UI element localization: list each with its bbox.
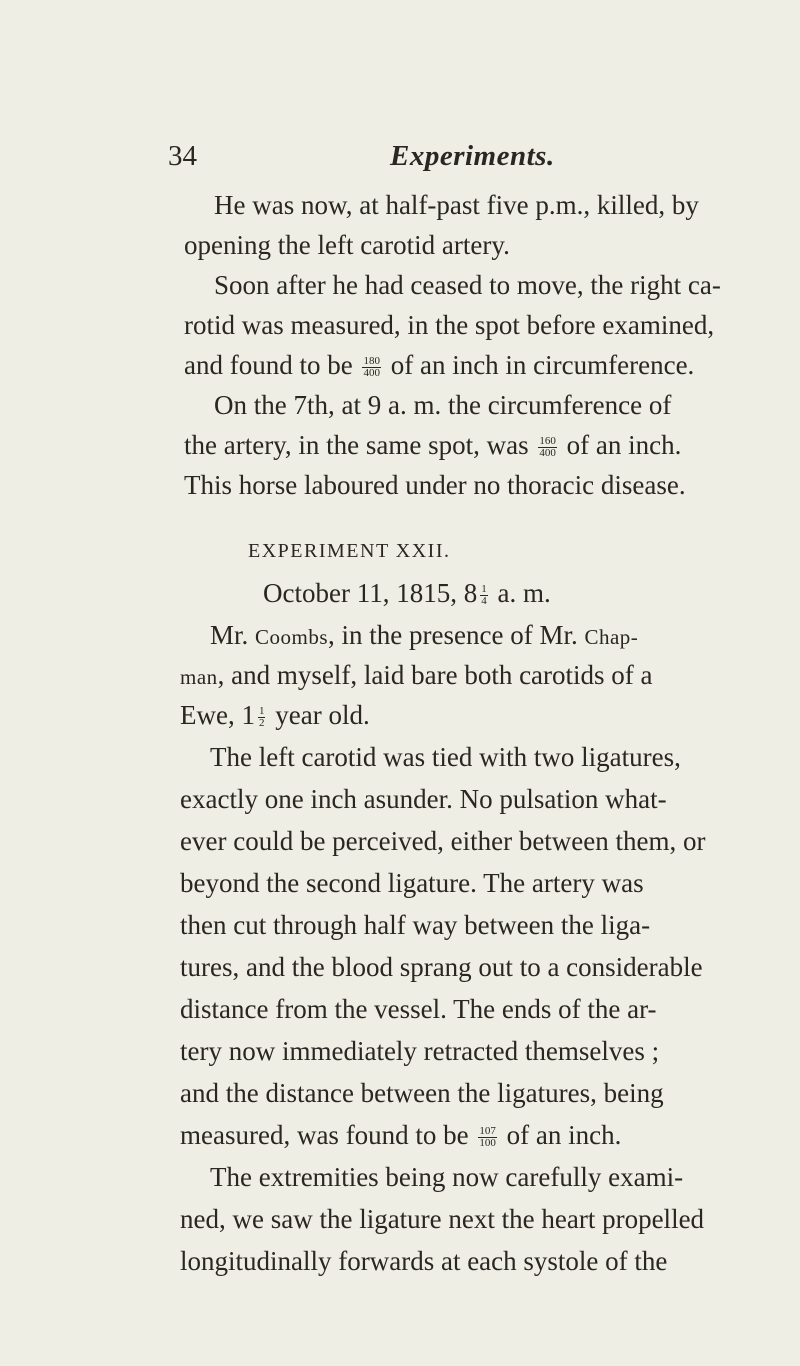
running-title: Experiments. <box>390 140 555 172</box>
text-line: rotid was measured, in the spot before examined, <box>184 310 715 340</box>
text-line: beyond the second ligature. The artery was <box>180 868 644 898</box>
fraction-numerator: 160 <box>539 435 556 448</box>
fraction <box>480 584 488 607</box>
text-line: longitudinally forwards at each systole of the <box>180 1246 668 1276</box>
fraction-denominator: 400 <box>539 447 556 460</box>
text-line <box>180 1120 800 1151</box>
date-suffix: a. m. <box>497 578 551 608</box>
fraction-numerator: 107 <box>479 1125 496 1138</box>
text-line <box>210 620 800 651</box>
fraction-denominator: 4 <box>481 595 487 608</box>
experiment-heading: EXPERIMENT XXII. <box>248 540 451 562</box>
fraction <box>362 356 381 379</box>
line-text: of an inch. <box>566 430 682 460</box>
text-line: Soon after he had ceased to move, the right ca- <box>214 270 721 300</box>
line-text: Ewe, 1 <box>180 700 255 730</box>
text-line: ever could be perceived, either between them, or <box>180 826 706 856</box>
text-line: The left carotid was tied with two ligatures, <box>210 742 681 772</box>
fraction-denominator: 400 <box>363 367 380 380</box>
page-header <box>168 140 728 180</box>
person-name: man <box>180 665 218 689</box>
fraction-numerator: 180 <box>363 355 380 368</box>
text-line: exactly one inch asunder. No pulsation what- <box>180 784 667 814</box>
person-name: Chap- <box>584 625 639 649</box>
text-line: opening the left carotid artery. <box>184 230 510 260</box>
line-text: of an inch in circumference. <box>390 350 695 380</box>
fraction <box>478 1126 497 1149</box>
text-line <box>180 660 800 691</box>
line-text: the artery, in the same spot, was <box>184 430 529 460</box>
text-line: tery now immediately retracted themselves ; <box>180 1036 660 1066</box>
line-text: Mr. <box>210 620 249 650</box>
text-line: The extremities being now carefully exami- <box>210 1162 684 1192</box>
line-text: year old. <box>275 700 370 730</box>
line-text: measured, was found to be <box>180 1120 469 1150</box>
text-line: then cut through half way between the liga- <box>180 910 651 940</box>
text-line: and the distance between the ligatures, being <box>180 1078 664 1108</box>
text-line: On the 7th, at 9 a. m. the circumference of <box>214 390 672 420</box>
line-text: and found to be <box>184 350 353 380</box>
text-line: This horse laboured under no thoracic disease. <box>184 470 686 500</box>
line-text: , and myself, laid bare both carotids of a <box>217 660 653 690</box>
date-line <box>263 578 800 609</box>
fraction-denominator: 100 <box>479 1137 496 1150</box>
text-line <box>184 430 800 461</box>
fraction-denominator: 2 <box>258 717 265 730</box>
text-line: He was now, at half-past five p.m., killed, by <box>214 190 699 220</box>
text-line <box>180 700 800 731</box>
line-text: , in the presence of Mr. <box>328 620 578 650</box>
fraction <box>258 706 266 729</box>
date-text: October 11, 1815, 8 <box>263 578 478 608</box>
fraction-numerator: 1 <box>258 705 265 718</box>
person-name: Coombs <box>255 625 329 649</box>
text-line <box>184 350 800 381</box>
fraction <box>538 436 557 459</box>
page-number: 34 <box>168 140 197 172</box>
text-line: ned, we saw the ligature next the heart propelled <box>180 1204 705 1234</box>
text-line: distance from the vessel. The ends of the ar- <box>180 994 657 1024</box>
line-text: of an inch. <box>506 1120 622 1150</box>
text-line: tures, and the blood sprang out to a considerable <box>180 952 703 982</box>
fraction-numerator: 1 <box>481 583 487 596</box>
